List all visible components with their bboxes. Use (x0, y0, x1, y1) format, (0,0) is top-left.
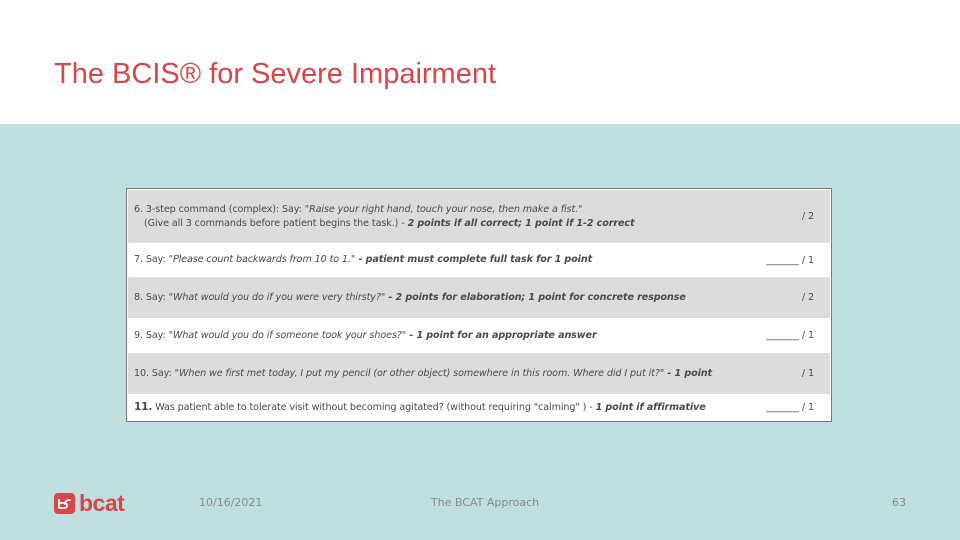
question-text: 9. Say: "What would you do if someone took your shoes?" - 1 point for an appropriate answer (134, 329, 597, 341)
score-field[interactable]: _______ / 1 (766, 330, 814, 341)
table-row (128, 277, 830, 318)
logo-text: bcat (79, 490, 125, 516)
bcat-logo-icon (54, 493, 75, 514)
question-text: 10. Say: "When we first met today, I put my pencil (or other object) somewhere in this room. Where did I put it?" - 1 point (134, 367, 712, 379)
question-text: 8. Say: "What would you do if you were very thirsty?" - 2 points for elaboration; 1 point for concrete response (134, 291, 686, 303)
table-row (128, 318, 830, 353)
score-field[interactable]: / 1 (801, 368, 814, 379)
question-text: 7. Say: "Please count backwards from 10 to 1." - patient must complete full task for 1 point (134, 254, 593, 265)
bcat-logo (54, 490, 124, 517)
score-field[interactable]: _______ / 1 (766, 254, 814, 266)
score-field[interactable]: / 2 (801, 211, 814, 222)
page-number: 63 (892, 496, 906, 509)
table-row (128, 190, 830, 243)
question-text: 11. Was patient able to tolerate visit without becoming agitated? (without requiring "calming" ) - 1 point if affirmative (134, 400, 706, 413)
footer-center-text: The BCAT Approach (431, 496, 540, 509)
question-text: 6. 3-step command (complex): Say: "Raise your right hand, touch your nose, then make a fist." (Give all 3 commands before patient begins the task.) - 2 points if all correct; 1 point if 1-2 correct (134, 203, 635, 229)
slide-title: The BCIS® for Severe Impairment (54, 58, 497, 90)
table-row (128, 394, 830, 420)
score-field[interactable]: _______ / 1 (766, 401, 814, 413)
score-field[interactable]: / 2 (801, 292, 814, 303)
table-row (128, 243, 830, 277)
scoring-table (126, 188, 832, 422)
table-row (128, 353, 830, 394)
footer-date: 10/16/2021 (199, 496, 263, 509)
